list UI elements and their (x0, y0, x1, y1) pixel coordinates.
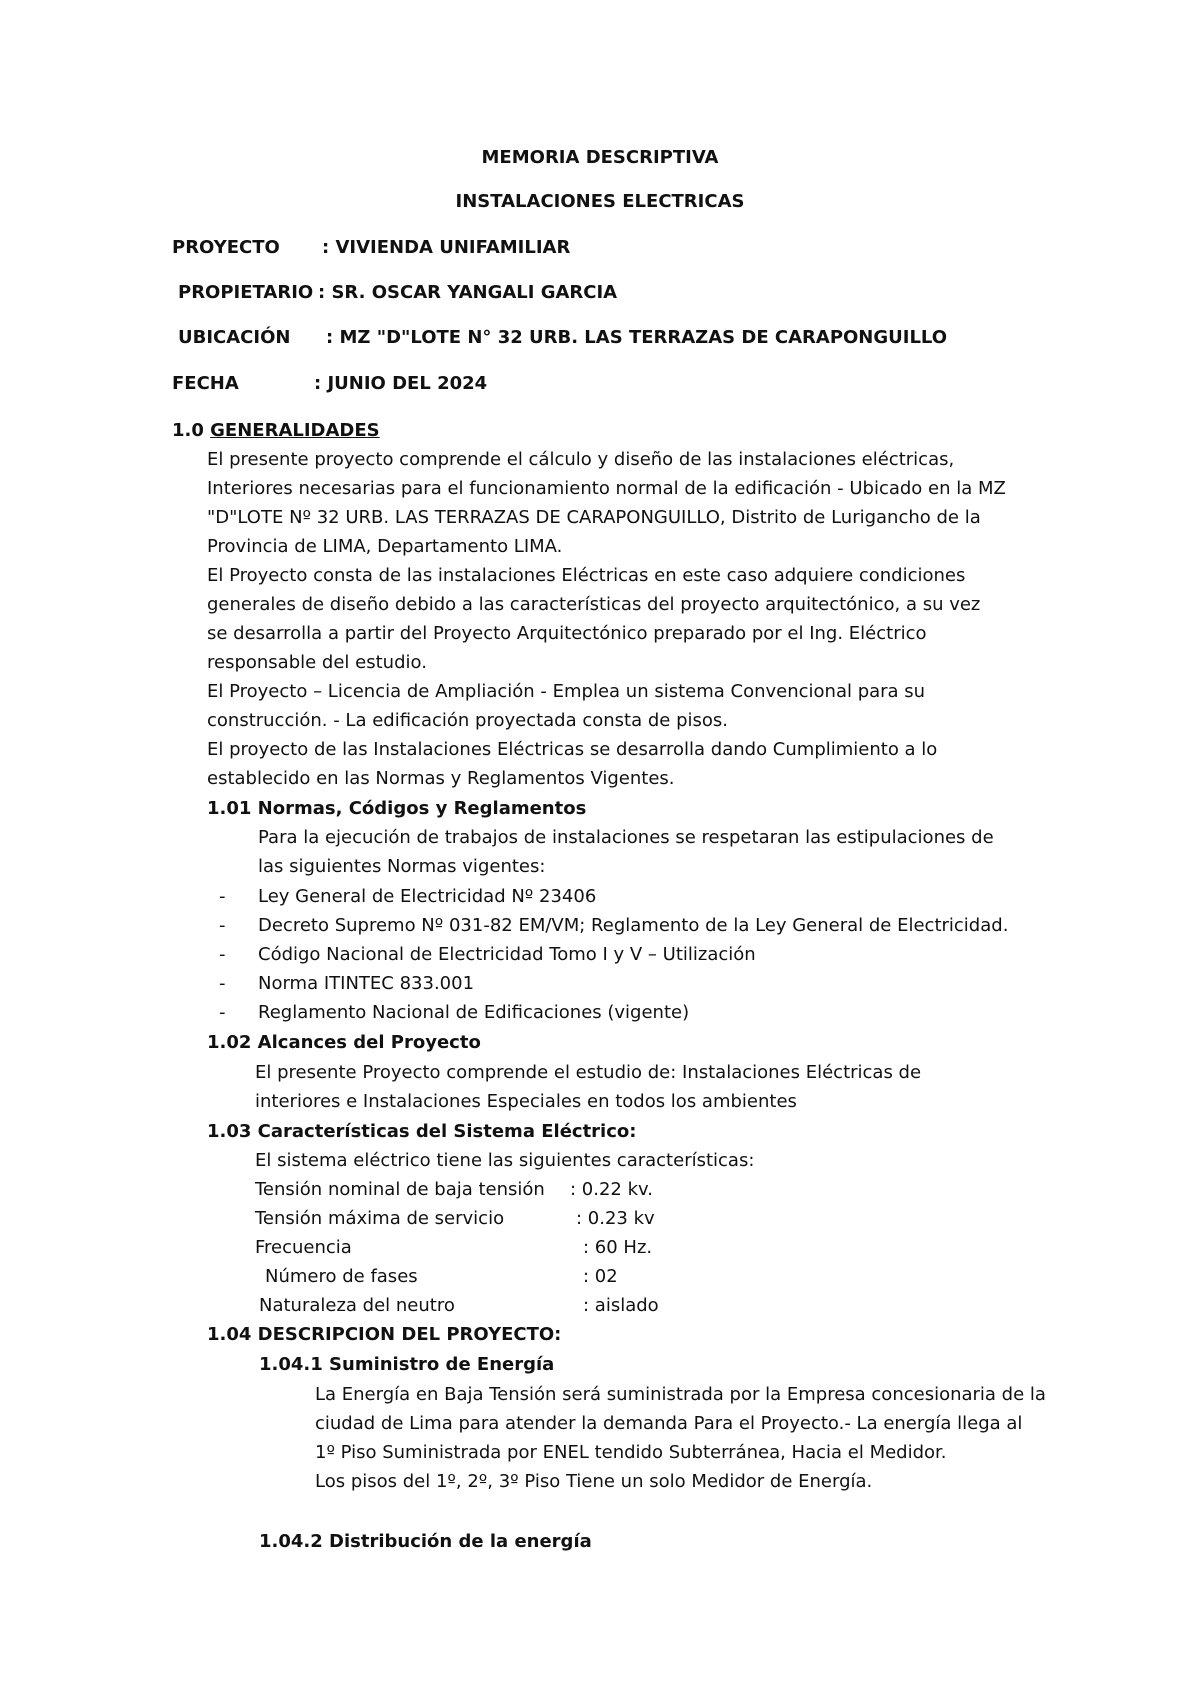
spec-label: Tensión nominal de baja tensión (255, 1179, 545, 1200)
paragraph-line: El Proyecto – Licencia de Ampliación - Emplea un sistema Convencional para su (207, 681, 926, 702)
bullet-marker: - (219, 886, 226, 907)
list-item: Ley General de Electricidad Nº 23406 (258, 886, 597, 907)
document-subtitle: INSTALACIONES ELECTRICAS (455, 191, 745, 212)
spec-value: : 02 (583, 1266, 618, 1287)
document-title: MEMORIA DESCRIPTIVA (481, 147, 719, 168)
paragraph-line: El sistema eléctrico tiene las siguientes características: (255, 1150, 755, 1171)
spec-value: : 60 Hz. (583, 1237, 653, 1258)
fecha-label: FECHA (172, 373, 239, 394)
paragraph-line: Provincia de LIMA, Departamento LIMA. (207, 536, 563, 557)
section-number: 1.0 (172, 420, 211, 441)
list-item: Reglamento Nacional de Edificaciones (vigente) (258, 1002, 690, 1023)
paragraph-line: La Energía en Baja Tensión será suministrada por la Empresa concesionaria de la (315, 1384, 1046, 1405)
paragraph-line: Los pisos del 1º, 2º, 3º Piso Tiene un solo Medidor de Energía. (315, 1471, 873, 1492)
bullet-marker: - (219, 973, 226, 994)
section-normas-heading: 1.01 Normas, Códigos y Reglamentos (207, 798, 587, 819)
list-item: Decreto Supremo Nº 031-82 EM/VM; Reglamento de la Ley General de Electricidad. (258, 915, 1009, 936)
paragraph-line: las siguientes Normas vigentes: (258, 856, 546, 877)
spec-value: : aislado (583, 1295, 659, 1316)
subsection-distribucion-heading: 1.04.2 Distribución de la energía (259, 1531, 592, 1552)
paragraph-line: 1º Piso Suministrada por ENEL tendido Subterránea, Hacia el Medidor. (315, 1442, 947, 1463)
section-alcances-heading: 1.02 Alcances del Proyecto (207, 1032, 481, 1053)
list-item: Código Nacional de Electricidad Tomo I y V – Utilización (258, 944, 756, 965)
paragraph-line: se desarrolla a partir del Proyecto Arquitectónico preparado por el Ing. Eléctrico (207, 623, 927, 644)
section-caracteristicas-heading: 1.03 Características del Sistema Eléctrico: (207, 1121, 637, 1142)
bullet-marker: - (219, 915, 226, 936)
paragraph-line: generales de diseño debido a las características del proyecto arquitectónico, a su vez (207, 594, 981, 615)
list-item: Norma ITINTEC 833.001 (258, 973, 475, 994)
propietario-label: PROPIETARIO (178, 282, 314, 303)
paragraph-line: interiores e Instalaciones Especiales en todos los ambientes (255, 1091, 797, 1112)
subsection-suministro-heading: 1.04.1 Suministro de Energía (259, 1354, 555, 1375)
ubicacion-label: UBICACIÓN (178, 327, 291, 348)
paragraph-line: Para la ejecución de trabajos de instalaciones se respetaran las estipulaciones de (258, 827, 994, 848)
propietario-value: : SR. OSCAR YANGALI GARCIA (318, 282, 618, 303)
section-generalidades-heading (172, 419, 380, 443)
paragraph-line: El Proyecto consta de las instalaciones Eléctricas en este caso adquiere condiciones (207, 565, 966, 586)
proyecto-label: PROYECTO (172, 237, 280, 258)
paragraph-line: establecido en las Normas y Reglamentos Vigentes. (207, 768, 675, 789)
paragraph-line: ciudad de Lima para atender la demanda Para el Proyecto.- La energía llega al (315, 1413, 1023, 1434)
fecha-value: : JUNIO DEL 2024 (314, 373, 488, 394)
spec-label: Tensión máxima de servicio (255, 1208, 505, 1229)
paragraph-line: El presente proyecto comprende el cálculo y diseño de las instalaciones eléctricas, (207, 449, 955, 470)
proyecto-value: : VIVIENDA UNIFAMILIAR (322, 237, 571, 258)
spec-value: : 0.22 kv. (570, 1179, 653, 1200)
bullet-marker: - (219, 944, 226, 965)
ubicacion-value: : MZ "D"LOTE N° 32 URB. LAS TERRAZAS DE CARAPONGUILLO (326, 327, 948, 348)
spec-value: : 0.23 kv (576, 1208, 655, 1229)
paragraph-line: El proyecto de las Instalaciones Eléctricas se desarrolla dando Cumplimiento a lo (207, 739, 938, 760)
bullet-marker: - (219, 1002, 226, 1023)
section-descripcion-heading: 1.04 DESCRIPCION DEL PROYECTO: (207, 1324, 562, 1345)
paragraph-line: responsable del estudio. (207, 652, 427, 673)
spec-label: Naturaleza del neutro (259, 1295, 455, 1316)
spec-label: Número de fases (265, 1266, 418, 1287)
paragraph-line: construcción. - La edificación proyectada consta de pisos. (207, 710, 728, 731)
paragraph-line: "D"LOTE Nº 32 URB. LAS TERRAZAS DE CARAPONGUILLO, Distrito de Lurigancho de la (207, 507, 981, 528)
section-title: GENERALIDADES (210, 420, 380, 441)
spec-label: Frecuencia (255, 1237, 352, 1258)
paragraph-line: Interiores necesarias para el funcionamiento normal de la edificación - Ubicado en la MZ (207, 478, 1006, 499)
paragraph-line: El presente Proyecto comprende el estudio de: Instalaciones Eléctricas de (255, 1062, 922, 1083)
